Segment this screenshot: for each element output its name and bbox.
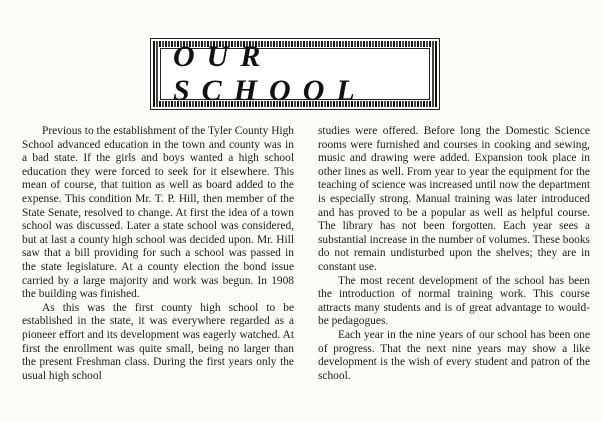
paragraph: The most recent development of the school has been the introduction of normal training work. This course attracts many students and is of great advantage to would-be pedagogues. — [318, 274, 590, 328]
paragraph: As this was the first county high school to be established in the state, it was everywhere regarded as a pioneer effort and its development was eagerly watched. At first the enrollment was quite small, being no larger than the present Freshman class. During the first years only the usual high school — [22, 301, 294, 382]
page-title: OUR SCHOOL — [173, 40, 367, 107]
paragraph: Each year in the nine years of our school has been one of progress. That the next nine years may show a like development is the wish of every student and patron of the school. — [318, 328, 590, 382]
title-banner — [150, 38, 440, 110]
paragraph: studies were offered. Before long the Domestic Science rooms were furnished and courses in cooking and sewing, music and drawing were added. Expansion took place in other lines as well. From year to year the equipment for the teaching of science was increased until now the department is especially strong. Manual training was later introduced and has proved to be a popular as well as helpful course. The library has not been forgotten. Each year sees a substantial increase in the number of volumes. These books do not remain undisturbed upon the shelves; they are in constant use. — [318, 125, 590, 273]
left-column — [22, 125, 294, 383]
right-column — [318, 125, 590, 383]
title-panel — [160, 40, 430, 107]
paragraph: Previous to the establishment of the Tyler County High School advanced education in the town and county was in a bad state. If the girls and boys wanted a high school education they were forced to seek for it elsewhere. This mean of course, that tuition as well as board added to the expense. This condition Mr. T. P. Hill, then member of the State Senate, resolved to change. At first the idea of a town school was discussed. Later a state school was considered, but at last a county high school was decided upon. Mr. Hill saw that a bill providing for such a school was passed in the state legislature. At a county election the bond issue carried by a large majority and work was begun. In 1908 the building was finished. — [22, 125, 294, 301]
